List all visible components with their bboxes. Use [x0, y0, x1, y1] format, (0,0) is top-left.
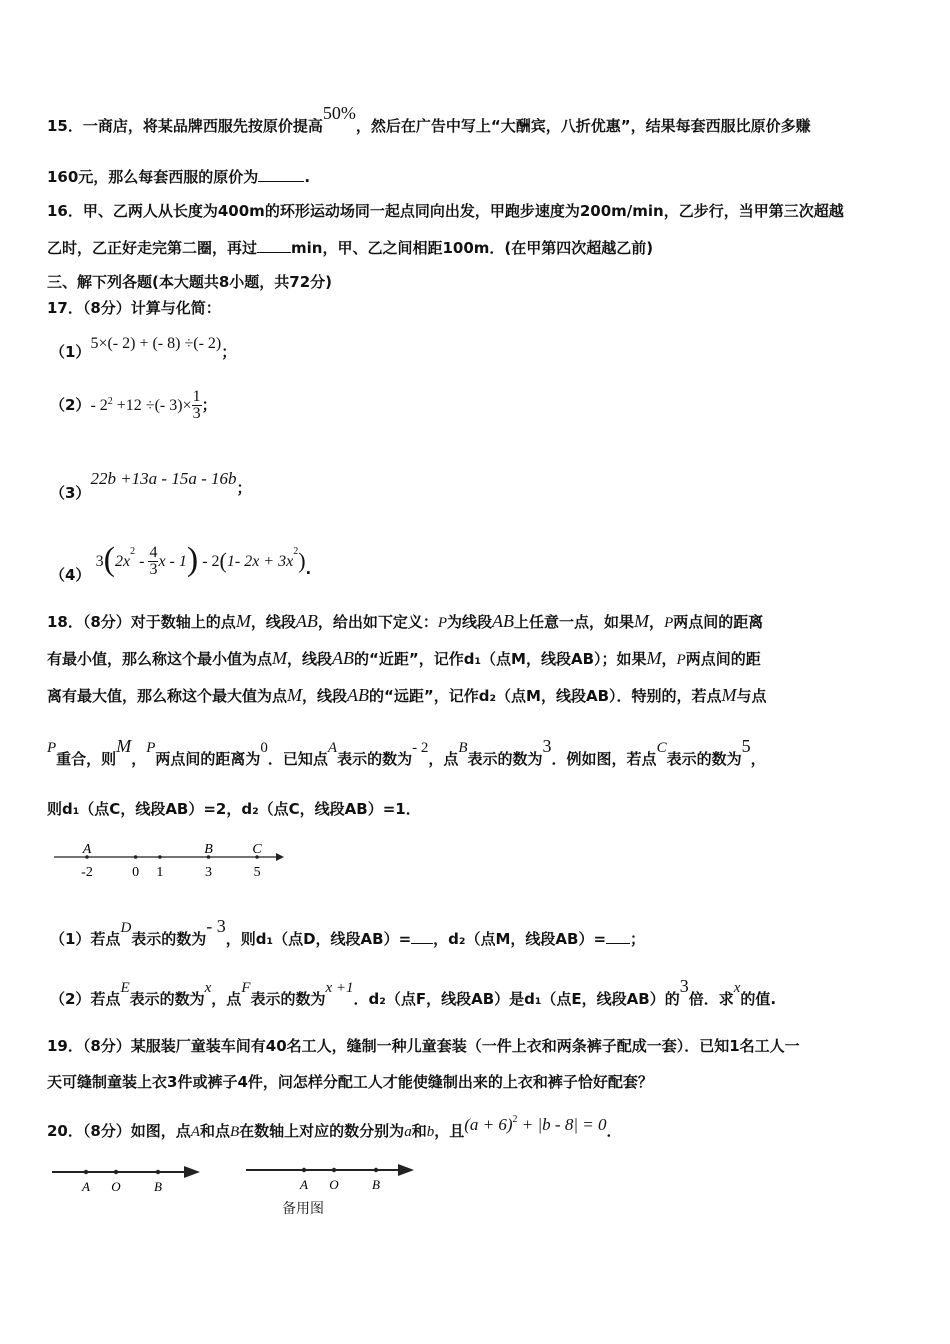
- q18-l1-text-c: ，给出如下定义：: [317, 613, 438, 631]
- q17-p4-label: （4）: [50, 566, 91, 584]
- q20-spare-axis-label-A: A: [300, 1177, 308, 1192]
- q18-l1-text-b: ，线段: [250, 613, 296, 631]
- q18-s2-x: x: [204, 980, 212, 996]
- q20-spare-axis-arrow: [398, 1164, 414, 1176]
- q18-line3: [47, 685, 767, 706]
- q18-l4-zero: 0: [260, 740, 268, 756]
- q18-axis-ticks: [81, 842, 262, 880]
- q18-s2-text-d: 表示的数为: [250, 990, 326, 1008]
- q20-axis-arrow: [184, 1166, 200, 1178]
- section-3-title: 三、解下列各题(本大题共8小题，共72分): [47, 273, 333, 291]
- q20-spare-number-line-svg: [244, 1156, 424, 1196]
- q20-A: A: [190, 1124, 200, 1140]
- q18-s1-blank2[interactable]: [606, 929, 630, 944]
- q18-l4-text-d: ．已知点: [267, 750, 328, 768]
- q20-text-a: 20．（8分）如图，点: [47, 1122, 191, 1140]
- q20-B: B: [230, 1124, 240, 1140]
- q18-l2-P: P: [676, 652, 686, 668]
- q18-line2: [47, 648, 761, 669]
- q18-s1-text-b: 表示的数为: [131, 930, 207, 948]
- q18-l2-M2: M: [646, 648, 662, 668]
- q17-p2-end: ；: [201, 396, 217, 414]
- q18-l1-P: P: [437, 615, 448, 631]
- q17-p4-paren-open: (: [103, 541, 115, 578]
- q19-line1: 19．（8分）某服装厂童装车间有40名工人，缝制一种儿童套装（一件上衣和两条裤子配成一套）．已知1名工人一: [47, 1037, 800, 1055]
- q20-spare-axis-labels: [299, 1168, 380, 1192]
- q17-part2: [50, 389, 217, 422]
- q18-s2-F: F: [241, 980, 251, 996]
- q17-head: 17．（8分）计算与化简：: [47, 299, 221, 317]
- q17-p4-term2: x - 1: [158, 553, 187, 570]
- q20-text-b: 和点: [199, 1122, 230, 1140]
- q18-l4-M: M: [116, 736, 132, 756]
- q18-l3-text-c: 的“远距”，记作d₂（点M，线段AB）．特别的，若点: [369, 687, 722, 705]
- q18-s2-text-c: ，点: [211, 990, 242, 1008]
- q18-axis-tick-label-3: 3: [205, 865, 212, 880]
- q20-axis-label-A: A: [82, 1179, 90, 1194]
- q18-l2-AB: AB: [332, 648, 355, 668]
- q18-l1-text-e: 上任意一点，如果: [514, 613, 635, 631]
- q20-text-d: 和: [411, 1122, 427, 1140]
- q17-p4-den: 3: [149, 561, 158, 578]
- q18-l2-text-a: 有最小值，那么称这个最小值为点: [47, 650, 273, 668]
- q15-line2: [47, 166, 310, 187]
- q18-l2-text-d: ，: [661, 650, 677, 668]
- q18-axis-tick-label-2: 1: [156, 865, 164, 880]
- q18-l4-text-c: 两点间的距离为: [155, 750, 261, 768]
- q17-p4-term1-exp: 2: [130, 546, 136, 557]
- q18-l1-text-d: 为线段: [447, 613, 493, 631]
- q18-number-line-svg: [50, 838, 290, 884]
- q18-l1-AB2: AB: [492, 611, 515, 631]
- q17-p2-exp: 2: [107, 396, 113, 407]
- q17-p2-fraction: [192, 389, 202, 422]
- q20-spare-axis-dot-2: [374, 1168, 378, 1172]
- q18-s1-blank1[interactable]: [411, 929, 433, 944]
- q17-p4-term4: 1- 2x + 3x: [226, 553, 294, 570]
- q18-l4-three: 3: [542, 736, 552, 756]
- q16-answer-blank[interactable]: [257, 238, 291, 253]
- q20-text-e: ，且: [434, 1122, 465, 1140]
- q18-l3-text-d: 与点: [736, 687, 767, 705]
- q18-line5: 则d₁（点C，线段AB）=2，d₂（点C，线段AB）=1．: [47, 800, 421, 818]
- q18-l3-text-b: ，线段: [302, 687, 348, 705]
- q18-s2-text-b: 表示的数为: [129, 990, 205, 1008]
- q17-p1-expr: 5×(- 2) + (- 8) ÷(- 2): [90, 335, 222, 352]
- q20-b: b: [426, 1124, 435, 1140]
- q18-s2-x2: x: [733, 980, 741, 996]
- q18-l4-P: P: [47, 740, 57, 756]
- q18-s2-xp1: x +1: [325, 980, 354, 996]
- q18-line4: [47, 736, 766, 769]
- q18-l4-neg2: - 2: [412, 740, 429, 756]
- q17-p3-expr: 22b +13a - 15a - 16b: [90, 469, 237, 488]
- q18-s2-text-f: 倍．求: [688, 990, 734, 1008]
- q18-l1-text-f: ，: [649, 613, 665, 631]
- q15-percent: 50%: [322, 103, 356, 123]
- q15-text-b: ，然后在广告中写上“大酬宾，八折优惠”，结果每套西服比原价多赚: [355, 117, 811, 135]
- q20-eq1: (a + 6): [464, 1115, 513, 1134]
- q20-spare-axis-label-O: O: [329, 1177, 339, 1192]
- q17-part1: [50, 332, 237, 361]
- q15-text-c: 160元，那么每套西服的原价为: [47, 168, 259, 186]
- q18-axis-tick-label-4: 5: [253, 865, 261, 880]
- q15-text-d: .: [304, 168, 311, 186]
- q18-l2-text-c: 的“近距”，记作d₁（点M，线段AB）；如果: [354, 650, 647, 668]
- q18-l4-text-i: 表示的数为: [666, 750, 742, 768]
- q18-line1: [47, 611, 763, 632]
- q18-l4-text-g: 表示的数为: [467, 750, 543, 768]
- q17-part4: [50, 531, 312, 584]
- q20-text-end: ．: [606, 1122, 622, 1140]
- q20-spare-caption: 备用图: [282, 1201, 324, 1217]
- q20-axis-labels: [81, 1170, 162, 1194]
- q20-eq-exp: 2: [512, 1114, 518, 1125]
- q20-axis-label-O: O: [111, 1179, 121, 1194]
- q18-l4-P2: P: [146, 740, 156, 756]
- q18-l4-A: A: [327, 740, 338, 756]
- q20-axis-label-B: B: [154, 1179, 162, 1194]
- q20-axis-dot-0: [84, 1170, 88, 1174]
- q17-p4-paren2-close: ): [298, 548, 306, 573]
- q18-l3-M: M: [287, 685, 303, 705]
- q18-s2-three: 3: [679, 976, 689, 996]
- q20-axis-dot-1: [114, 1170, 118, 1174]
- q17-p4-end: .: [305, 560, 312, 578]
- q19-line2: 天可缝制童装上衣3件或裤子4件，问怎样分配工人才能使缝制出来的上衣和裤子恰好配套？: [47, 1073, 653, 1091]
- q18-axis-tick-label-0: -2: [81, 865, 93, 880]
- q17-part3: [50, 468, 252, 502]
- q18-l4-text-b: ，: [131, 750, 147, 768]
- q17-p2-den: 3: [192, 405, 201, 422]
- q16-line1: 16．甲、乙两人从长度为400m的环形运动场同一起点同向出发，甲跑步速度为200m/min，乙步行，当甲第三次超越: [47, 202, 844, 220]
- q18-s1-D: D: [120, 920, 132, 936]
- q18-l1-AB: AB: [295, 611, 318, 631]
- q20-line: [47, 1114, 622, 1141]
- q20-number-line: [50, 1160, 210, 1200]
- q18-l1-text-a: 18．（8分）对于数轴上的点: [47, 613, 236, 631]
- q18-axis-tick-2: [158, 855, 162, 859]
- q18-l4-text-f: ，点: [428, 750, 459, 768]
- q17-p4-paren2-open: (: [219, 548, 227, 573]
- q17-p4-coef: 3: [95, 553, 104, 570]
- q18-axis-point-C: C: [252, 842, 262, 857]
- q18-l4-B: B: [458, 740, 468, 756]
- q16-line2: [47, 237, 653, 258]
- q18-l4-C: C: [656, 740, 667, 756]
- q17-p1-label: （1）: [50, 343, 91, 361]
- q18-s1-text-c: ，则d₁（点D，线段AB）=: [225, 930, 412, 948]
- q18-l1-text-g: 两点间的距离: [673, 613, 764, 631]
- q15-answer-blank[interactable]: [258, 167, 304, 182]
- q18-axis-arrow: [276, 853, 284, 861]
- q18-axis-tick-1: [134, 855, 138, 859]
- q18-l1-M: M: [235, 611, 251, 631]
- q18-l3-text-a: 离有最大值，那么称这个最大值为点: [47, 687, 288, 705]
- q18-l4-text-h: ．例如图，若点: [551, 750, 657, 768]
- q17-p2-expr-a: - 2: [90, 397, 108, 414]
- q17-p4-minus: -: [135, 553, 149, 570]
- q17-p4-fraction: [148, 545, 158, 578]
- q17-p4-term4-exp: 2: [293, 546, 299, 557]
- q17-p1-end: ；: [221, 343, 237, 361]
- q20-spare-axis-label-B: B: [372, 1177, 380, 1192]
- q18-s2-text-a: （2）若点: [50, 990, 121, 1008]
- q18-axis-tick-label-1: 0: [132, 865, 140, 880]
- q18-sub2: [50, 976, 777, 1009]
- q18-axis-point-A: A: [82, 842, 92, 857]
- q20-a: a: [404, 1124, 412, 1140]
- q17-p2-label: （2）: [50, 396, 91, 414]
- q17-p4-term3: - 2: [198, 553, 220, 570]
- q18-s1-neg3: - 3: [206, 916, 226, 936]
- q18-l1-P2: P: [664, 615, 674, 631]
- q17-p4-term1: 2x: [115, 553, 131, 570]
- q17-p2-num: 1: [192, 388, 201, 405]
- q15-line1: [47, 103, 811, 136]
- q18-s1-text-e: ；: [630, 930, 646, 948]
- q18-l4-text-j: ，: [750, 750, 766, 768]
- q17-p3-label: （3）: [50, 484, 91, 502]
- q17-p3-end: ；: [236, 479, 252, 497]
- q18-s1-text-a: （1）若点: [50, 930, 121, 948]
- q16-text-b: min，甲、乙之间相距100m．(在甲第四次超越乙前): [291, 239, 654, 257]
- q18-s2-text-e: ．d₂（点F，线段AB）是d₁（点E，线段AB）的: [353, 990, 680, 1008]
- q18-l3-M2: M: [721, 685, 737, 705]
- q18-number-line: [50, 838, 290, 884]
- q20-axis-dot-2: [156, 1170, 160, 1174]
- q18-s2-text-g: 的值.: [740, 990, 777, 1008]
- q18-sub1: [50, 916, 646, 949]
- q18-l4-text-a: 重合，则: [56, 750, 117, 768]
- q17-p4-paren-close: ): [186, 541, 199, 578]
- q20-spare-axis-dot-0: [302, 1168, 306, 1172]
- q18-axis-point-B: B: [204, 842, 213, 857]
- q20-text-c: 在数轴上对应的数分别为: [239, 1122, 405, 1140]
- q20-spare-number-line: [244, 1156, 424, 1196]
- q18-l1-M2: M: [634, 611, 650, 631]
- q18-s1-text-d: ，d₂（点M，线段AB）=: [433, 930, 607, 948]
- q18-s2-E: E: [120, 980, 130, 996]
- q20-number-line-svg: [50, 1160, 210, 1200]
- q18-l4-text-e: 表示的数为: [337, 750, 413, 768]
- q18-l4-five: 5: [741, 736, 751, 756]
- q17-p2-expr-b: +12 ÷(- 3)×: [112, 397, 192, 414]
- q18-l2-text-e: 两点间的距: [685, 650, 761, 668]
- q18-l2-M: M: [272, 648, 288, 668]
- q18-l2-text-b: ，线段: [287, 650, 333, 668]
- q20-eq2: + |b - 8| = 0: [517, 1115, 607, 1134]
- q15-text: 15．一商店，将某品牌西服先按原价提高: [47, 117, 323, 135]
- q16-text-a: 乙时，乙正好走完第二圈，再过: [47, 239, 258, 257]
- q18-l3-AB: AB: [347, 685, 370, 705]
- q20-spare-axis-dot-1: [332, 1168, 336, 1172]
- q17-p4-num: 4: [149, 544, 158, 561]
